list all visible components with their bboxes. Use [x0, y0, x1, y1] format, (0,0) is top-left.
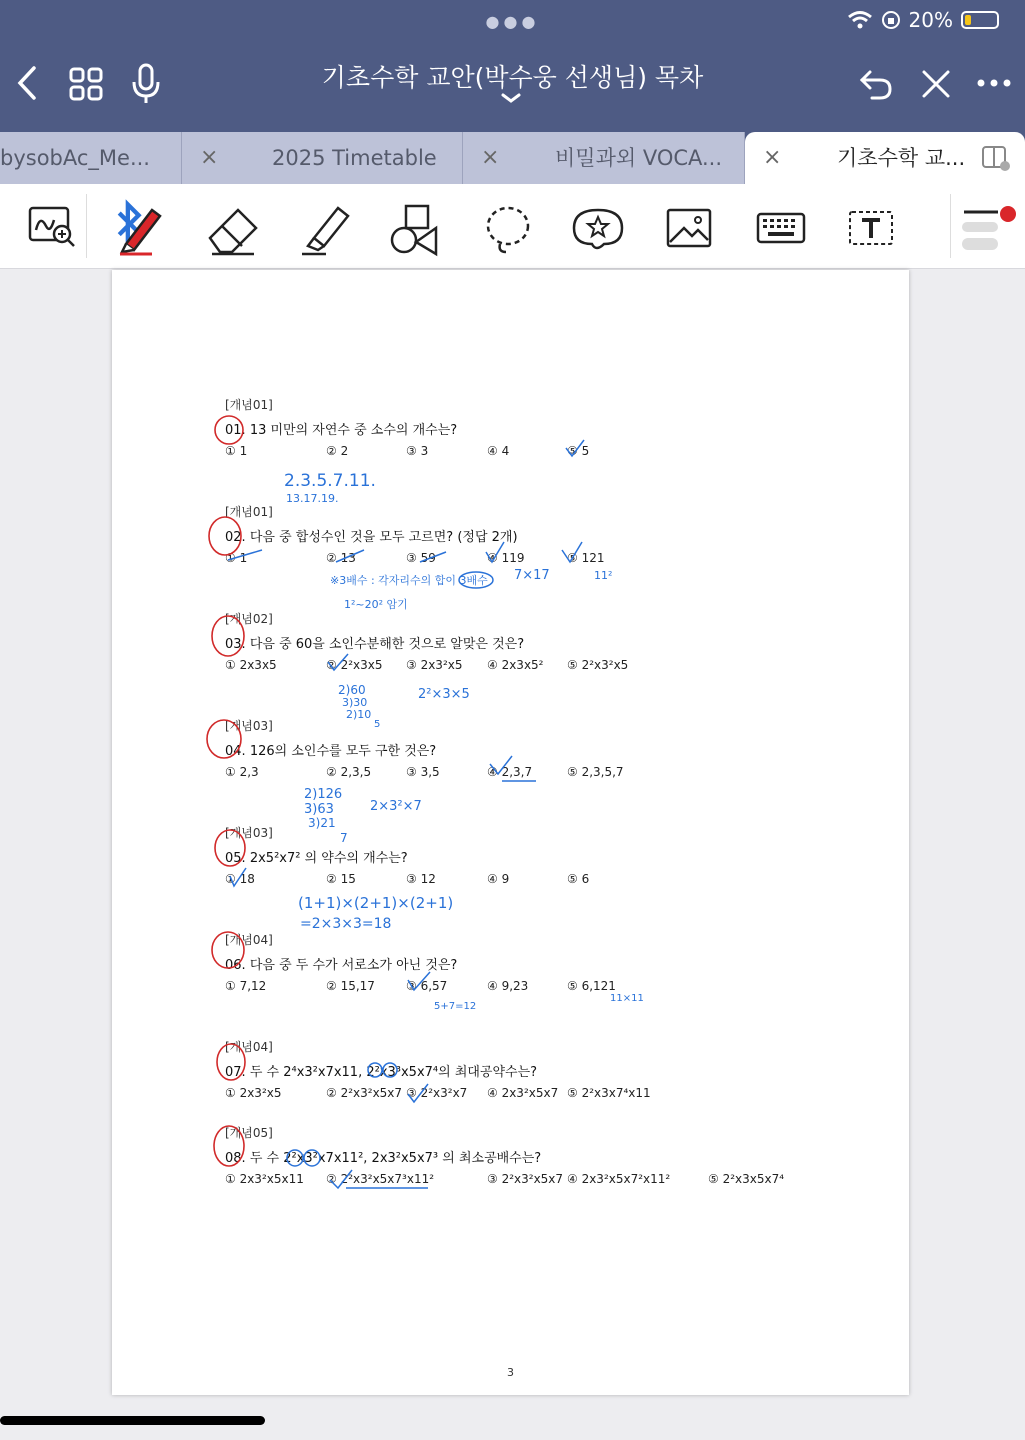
option: ④ 2x3x5²	[487, 658, 544, 672]
note-q1-primes2: 13.17.19.	[286, 492, 339, 505]
keyboard-icon[interactable]	[752, 202, 812, 258]
option: ① 2,3	[225, 765, 259, 779]
note-q3-div2: 3)30	[342, 696, 368, 709]
option: ⑤ 121	[567, 551, 605, 565]
orientation-lock-icon	[881, 10, 901, 30]
question-text	[225, 419, 457, 438]
option: ② 13	[326, 551, 356, 565]
note-q3-div3: 2)10	[346, 708, 372, 721]
textbox-icon[interactable]	[842, 202, 902, 258]
option: ③ 2²x3²x7	[406, 1086, 468, 1100]
note-q4-div3: 3)21	[308, 816, 336, 830]
close-icon[interactable]: ×	[763, 145, 782, 170]
tab-label: bysobAc_Me...	[0, 146, 150, 170]
option: ④ 9	[487, 872, 510, 886]
question-text	[225, 633, 524, 652]
concept-tag: [개념04]	[225, 933, 273, 947]
concept-tag: [개념01]	[225, 398, 273, 412]
concept-tag: [개념01]	[225, 505, 273, 519]
question-2	[225, 503, 518, 545]
battery-percent: 20%	[908, 8, 953, 32]
option: ③ 3	[406, 444, 429, 458]
multitask-dots-icon[interactable]: ●●●	[485, 12, 540, 31]
concept-tag: [개념05]	[225, 1126, 273, 1140]
document-page[interactable]	[112, 270, 909, 1395]
question-number: 08.	[225, 1151, 246, 1166]
question-number: 06.	[225, 958, 246, 973]
wifi-icon	[847, 10, 873, 30]
question-text	[225, 847, 408, 866]
tab-basic-math[interactable]	[745, 132, 1025, 184]
document-title[interactable]: 기초수학 교안(박수웅 선생님) 목차	[321, 63, 704, 92]
question-body: 두 수 2⁴x3²x7x11, 2²x3³x5x7⁴의 최대공약수는?	[249, 1065, 538, 1080]
concept-tag: [개념02]	[225, 612, 273, 626]
question-body: 다음 중 60을 소인수분해한 것으로 알맞은 것은?	[249, 637, 525, 652]
toolbar-divider	[950, 194, 951, 258]
note-q4-div4: 7	[340, 831, 348, 845]
question-text	[225, 740, 436, 759]
tab-label: 2025 Timetable	[272, 146, 437, 170]
pen-icon[interactable]	[112, 202, 172, 258]
option: ① 18	[225, 872, 255, 886]
option: ③ 2x3²x5	[406, 658, 463, 672]
option: ⑤ 2²x3x7⁴x11	[567, 1086, 651, 1100]
option: ④ 2,3,7	[487, 765, 533, 779]
question-number: 01.	[225, 423, 246, 438]
option: ③ 6,57	[406, 979, 448, 993]
option: ③ 12	[406, 872, 436, 886]
option: ⑤ 2²x3x5x7⁴	[708, 1172, 785, 1186]
tab-bysobac[interactable]	[0, 132, 182, 184]
question-number: 07.	[225, 1065, 246, 1080]
note-q3-div1: 2)60	[338, 683, 366, 697]
option: ⑤ 6,121	[567, 979, 616, 993]
question-8	[225, 1124, 541, 1166]
home-indicator[interactable]	[0, 1416, 265, 1425]
note-q6-sum: 5+7=12	[434, 1001, 477, 1012]
image-icon[interactable]	[660, 202, 720, 258]
note-q4-answer: 2×3²×7	[370, 799, 422, 814]
note-q2-memorize: 1²~20² 암기	[344, 598, 408, 611]
option: ④ 2x3²x5x7²x11²	[567, 1172, 671, 1186]
question-6	[225, 931, 457, 973]
tab-bar	[0, 132, 1025, 184]
toolbar-divider	[86, 194, 87, 258]
concept-tag: [개념04]	[225, 1040, 273, 1054]
note-q2-121: 11²	[594, 569, 613, 582]
battery-icon	[961, 11, 999, 29]
tab-voca[interactable]	[463, 132, 745, 184]
option: ④ 119	[487, 551, 525, 565]
option: ② 15,17	[326, 979, 375, 993]
question-number: 05.	[225, 851, 246, 866]
lasso-icon[interactable]	[478, 200, 538, 256]
concept-tag: [개념03]	[225, 719, 273, 733]
question-7	[225, 1038, 537, 1080]
note-q1-primes: 2.3.5.7.11.	[284, 471, 376, 491]
lasso-zoom-icon[interactable]	[24, 198, 84, 254]
highlighter-icon[interactable]	[296, 202, 356, 258]
option: ② 15	[326, 872, 356, 886]
close-icon[interactable]: ×	[481, 145, 500, 170]
tab-timetable[interactable]	[182, 132, 463, 184]
option: ④ 2x3²x5x7	[487, 1086, 559, 1100]
option: ① 1	[225, 444, 248, 458]
question-body: 2x5²x7² 의 약수의 개수는?	[249, 851, 408, 866]
option: ③ 2²x3²x5x7	[487, 1172, 564, 1186]
tab-label: 비밀과외 VOCA...	[555, 146, 723, 170]
option: ② 2²x3²x5x7	[326, 1086, 403, 1100]
question-number: 04.	[225, 744, 246, 759]
concept-tag: [개념03]	[225, 826, 273, 840]
question-text	[225, 526, 518, 545]
more-icon[interactable]	[976, 76, 1012, 90]
option: ② 2,3,5	[326, 765, 372, 779]
note-q2-119: 7×17	[514, 568, 550, 583]
close-pen-icon[interactable]	[918, 66, 954, 102]
question-1	[225, 396, 457, 438]
status-bar	[847, 8, 999, 32]
option: ① 7,12	[225, 979, 267, 993]
option: ⑤ 6	[567, 872, 590, 886]
shapes-icon[interactable]	[386, 202, 446, 258]
option: ① 1	[225, 551, 248, 565]
question-body: 126의 소인수를 모두 구한 것은?	[249, 744, 437, 759]
sticker-icon[interactable]	[568, 200, 628, 256]
tab-label: 기초수학 교...	[837, 146, 966, 170]
drawing-toolbar	[0, 184, 1025, 269]
option: ③ 59	[406, 551, 436, 565]
option: ⑤ 5	[567, 444, 590, 458]
option: ② 2²x3²x5x7³x11²	[326, 1172, 435, 1186]
split-view-icon[interactable]	[981, 144, 1011, 172]
undo-icon[interactable]	[858, 66, 894, 102]
option: ④ 4	[487, 444, 510, 458]
eraser-icon[interactable]	[204, 202, 264, 258]
pen-settings-icon[interactable]	[958, 204, 1018, 260]
circle-mark	[459, 572, 493, 588]
app-header	[0, 0, 1025, 132]
question-4	[225, 717, 436, 759]
question-body: 다음 중 두 수가 서로소가 아닌 것은?	[249, 958, 458, 973]
note-q3-div4: 5	[374, 719, 381, 730]
note-q5-calc: (1+1)×(2+1)×(2+1)	[298, 894, 454, 912]
option: ② 2²x3x5	[326, 658, 383, 672]
question-text	[225, 954, 457, 973]
option: ④ 9,23	[487, 979, 529, 993]
question-number: 02.	[225, 530, 246, 545]
question-body: 두 수 2²x3²x7x11², 2x3²x5x7³ 의 최소공배수는?	[249, 1151, 542, 1166]
question-5	[225, 824, 408, 866]
option: ① 2x3²x5	[225, 1086, 282, 1100]
option: ② 2	[326, 444, 349, 458]
battery-fill	[965, 15, 971, 25]
note-q4-div2: 3)63	[304, 802, 334, 817]
close-icon[interactable]: ×	[200, 145, 219, 170]
question-body: 다음 중 합성수인 것을 모두 고르면? (정답 2개)	[249, 530, 518, 545]
page-number: 3	[507, 1366, 514, 1379]
question-number: 03.	[225, 637, 246, 652]
note-q5-calc2: =2×3×3=18	[300, 916, 392, 932]
option: ③ 3,5	[406, 765, 440, 779]
option: ⑤ 2,3,5,7	[567, 765, 624, 779]
note-q3-answer: 2²×3×5	[418, 687, 470, 702]
note-q2-multiple3: ※3배수 : 각자리수의 합이 3배수	[330, 574, 488, 587]
option: ① 2x3²x5x11	[225, 1172, 304, 1186]
note-q4-div1: 2)126	[304, 787, 343, 802]
question-text	[225, 1061, 537, 1080]
question-text	[225, 1147, 541, 1166]
chevron-down-icon[interactable]	[500, 92, 522, 104]
question-body: 13 미만의 자연수 중 소수의 개수는?	[249, 423, 458, 438]
question-3	[225, 610, 524, 652]
note-q6-11x11: 11×11	[610, 993, 644, 1004]
option: ① 2x3x5	[225, 658, 277, 672]
option: ⑤ 2²x3²x5	[567, 658, 629, 672]
